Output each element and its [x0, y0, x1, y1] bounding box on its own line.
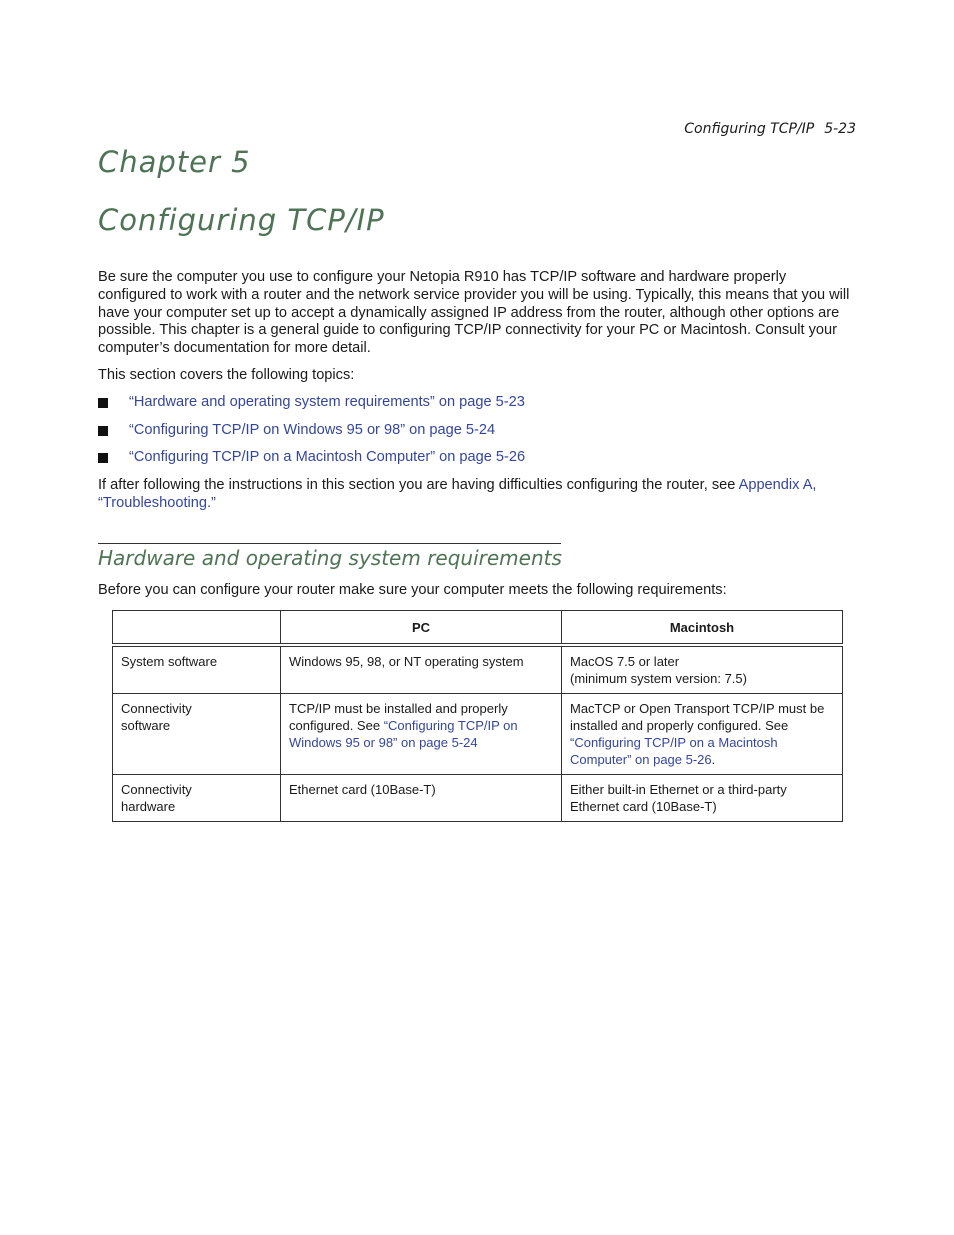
table-row [113, 775, 843, 822]
table-header-macintosh: Macintosh [562, 611, 843, 646]
intro-paragraph: Be sure the computer you use to configure your Netopia R910 has TCP/IP software and hardware properly configured to work with a router and the network service provider you will be using. Typically, this means that you will have your computer set up to accept a dynamically assigned IP address from the router, although other options are possible. This chapter is a general guide to configuring TCP/IP connectivity for your PC or Macintosh. Consult your computer’s documentation for more detail. [98, 269, 850, 357]
table-row [113, 645, 843, 694]
topic-link-windows[interactable]: “Configuring TCP/IP on Windows 95 or 98” on page 5-24 [129, 421, 496, 438]
pc-cell-text: TCP/IP must be installed and properly configured. See [289, 701, 508, 733]
bullet-square-icon [98, 453, 108, 463]
table-header-blank [113, 611, 281, 646]
row-label: System software [113, 645, 281, 694]
pc-windows-config-link[interactable]: “Configuring TCP/IP on Windows 95 or 98” on page 5-24 [289, 718, 518, 750]
bullet-square-icon [98, 398, 108, 408]
mac-config-link[interactable]: “Configuring TCP/IP on a Macintosh Computer” on page 5-26 [570, 735, 778, 767]
mac-cell [562, 645, 843, 694]
appendix-a-link[interactable]: Appendix A, “Troubleshooting.” [98, 477, 817, 511]
table-header-row [113, 611, 843, 646]
topic-link-hardware[interactable]: “Hardware and operating system requirements” on page 5-23 [129, 394, 525, 410]
mac-cell-line: (minimum system version: 7.5) [570, 671, 747, 686]
chapter-title: Configuring TCP/IP [98, 203, 385, 237]
mac-cell [562, 694, 843, 775]
row-label: Connectivity hardware [113, 775, 281, 822]
topics-intro: This section covers the following topics: [98, 367, 355, 383]
requirements-table [112, 610, 843, 822]
pc-cell: Windows 95, 98, or NT operating system [281, 645, 562, 694]
troubleshooting-text: If after following the instructions in this section you are having difficulties configuring the router, see [98, 477, 739, 493]
mac-cell: Either built-in Ethernet or a third-party Ethernet card (10Base-T) [562, 775, 843, 822]
mac-cell-text: MacTCP or Open Transport TCP/IP must be installed and properly configured. See [570, 701, 825, 733]
bullet-square-icon [98, 426, 108, 436]
section-intro: Before you can configure your router make sure your computer meets the following requirements: [98, 582, 727, 598]
section-title: Hardware and operating system requirements [98, 546, 562, 570]
topic-link-macintosh[interactable]: “Configuring TCP/IP on a Macintosh Computer” on page 5-26 [129, 449, 526, 465]
mac-cell-suffix: . [711, 752, 716, 767]
pc-cell: Ethernet card (10Base-T) [281, 775, 562, 822]
row-label: Connectivity software [113, 694, 281, 775]
running-title: Configuring TCP/IP [684, 121, 815, 137]
chapter-label: Chapter 5 [98, 145, 251, 179]
troubleshooting-paragraph [98, 477, 858, 513]
table-header-pc: PC [281, 611, 562, 646]
table-row [113, 694, 843, 775]
page-number: 5-23 [824, 121, 856, 137]
mac-cell-line: MacOS 7.5 or later [570, 654, 680, 669]
running-header [684, 121, 856, 137]
pc-cell [281, 694, 562, 775]
